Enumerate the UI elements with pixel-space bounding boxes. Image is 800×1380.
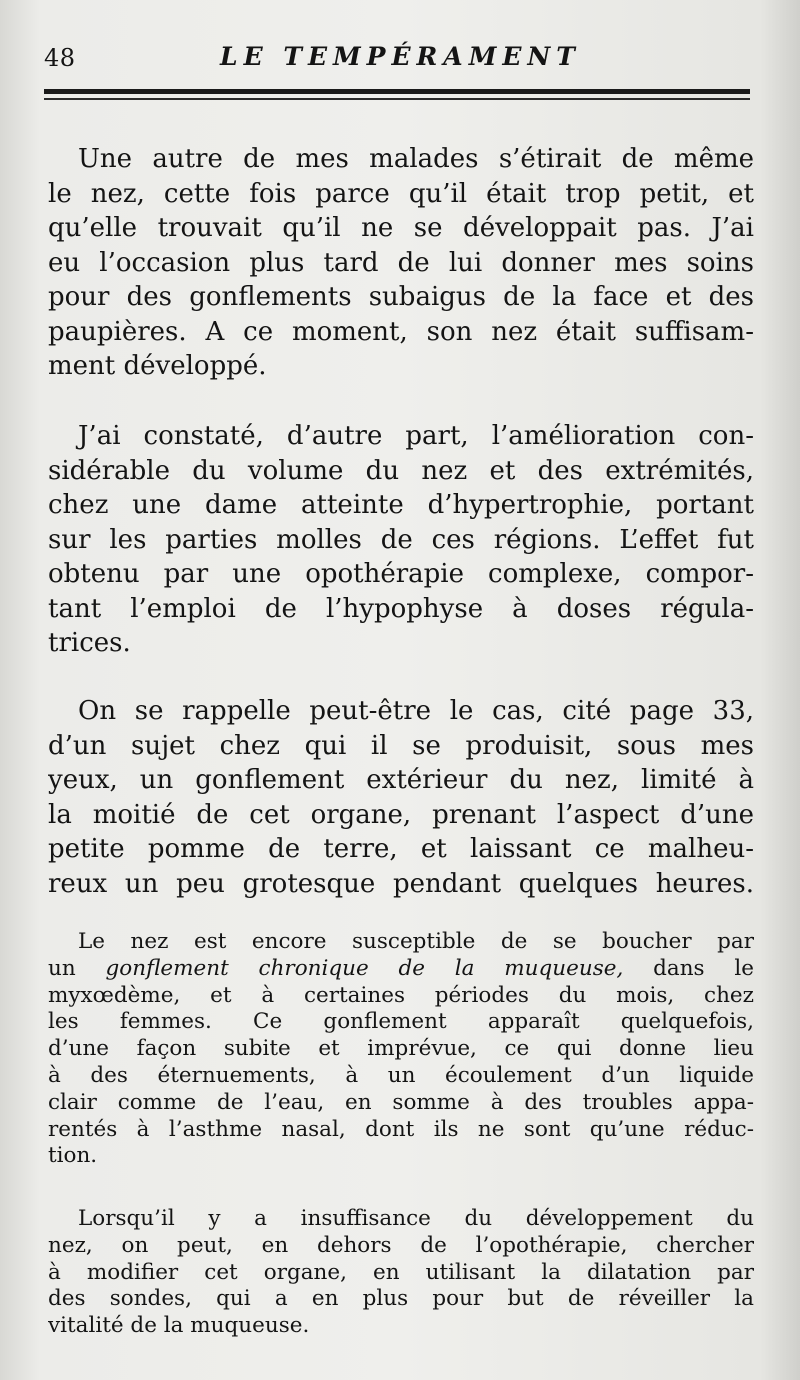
text-line: rentés à l’asthme nasal, dont ils ne sont qu’une réduc-: [48, 1116, 754, 1142]
text-line: d’une façon subite et imprévue, ce qui donne lieu: [48, 1036, 754, 1062]
text-line: obtenu par une opothérapie complexe, compor-: [48, 559, 754, 589]
text-line: le nez, cette fois parce qu’il était trop petit, et: [48, 178, 754, 209]
text-line: tion.: [48, 1143, 98, 1169]
text-line: eu l’occasion plus tard de lui donner mes soins: [48, 247, 754, 278]
text-line: pour des gonflements subaigus de la face et des: [48, 282, 754, 312]
text-line: ment développé.: [48, 351, 267, 381]
text-line: tant l’emploi de l’hypophyse à doses régula-: [48, 593, 754, 624]
text-line: des sondes, qui a en plus pour but de réveiller la: [48, 1286, 754, 1312]
paragraph-3: [48, 694, 754, 901]
paragraph-5: [48, 1206, 754, 1340]
text-line: sidérable du volume du nez et des extrémités,: [48, 455, 754, 486]
text-line: petite pomme de terre, et laissant ce malheu-: [48, 834, 754, 864]
text-line: qu’elle trouvait qu’il ne se développait pas. J’ai: [48, 213, 754, 243]
page-number: 48: [44, 44, 76, 72]
running-title: LE TEMPÉRAMENT: [220, 42, 581, 71]
text-line: Une autre de mes malades s’étirait de même: [78, 144, 754, 174]
text-line: d’un sujet chez qui il se produisit, sous mes: [48, 730, 754, 761]
text-line: nez, on peut, en dehors de l’opothérapie, chercher: [48, 1232, 754, 1258]
text-line: les femmes. Ce gonflement apparaît quelquefois,: [48, 1009, 754, 1035]
text-line: trices.: [48, 628, 131, 658]
text-line: chez une dame atteinte d’hypertrophie, portant: [48, 490, 754, 520]
paragraph-1: [48, 142, 754, 384]
paragraph-2: [48, 419, 754, 661]
text-line: yeux, un gonflement extérieur du nez, limité à: [48, 765, 754, 795]
text-line: J’ai constaté, d’autre part, l’amélioration con-: [78, 421, 754, 451]
text-line: la moitié de cet organe, prenant l’aspect d’une: [48, 799, 754, 830]
text-fragment: dans le: [653, 955, 754, 981]
text-line: reux un peu grotesque pendant quelques heures.: [48, 868, 754, 899]
header-rule-thick: [44, 89, 750, 94]
text-line: à des éternuements, à un écoulement d’un liquide: [48, 1062, 754, 1088]
text-line: myxœdème, et à certaines périodes du mois, chez: [48, 982, 754, 1008]
italic-emphasis: gonflement chronique de la muqueuse,: [105, 955, 624, 981]
text-line: On se rappelle peut-être le cas, cité page 33,: [78, 696, 754, 726]
page-header: [44, 40, 750, 80]
text-line: à modifier cet organe, en utilisant la dilatation par: [48, 1259, 754, 1285]
text-line: Lorsqu’il y a insuffisance du développement du: [78, 1206, 754, 1231]
header-rule-thin: [44, 98, 750, 100]
text-line: Le nez est encore susceptible de se boucher par: [78, 929, 754, 954]
text-line: sur les parties molles de ces régions. L’effet fut: [48, 524, 754, 555]
text-line-mixed: [48, 956, 754, 983]
text-fragment: un: [48, 955, 76, 981]
text-line: paupières. A ce moment, son nez était suffisam-: [48, 316, 754, 347]
paragraph-4: [48, 929, 754, 1170]
text-line: clair comme de l’eau, en somme à des troubles appa-: [48, 1089, 754, 1115]
text-line: vitalité de la muqueuse.: [48, 1313, 310, 1339]
